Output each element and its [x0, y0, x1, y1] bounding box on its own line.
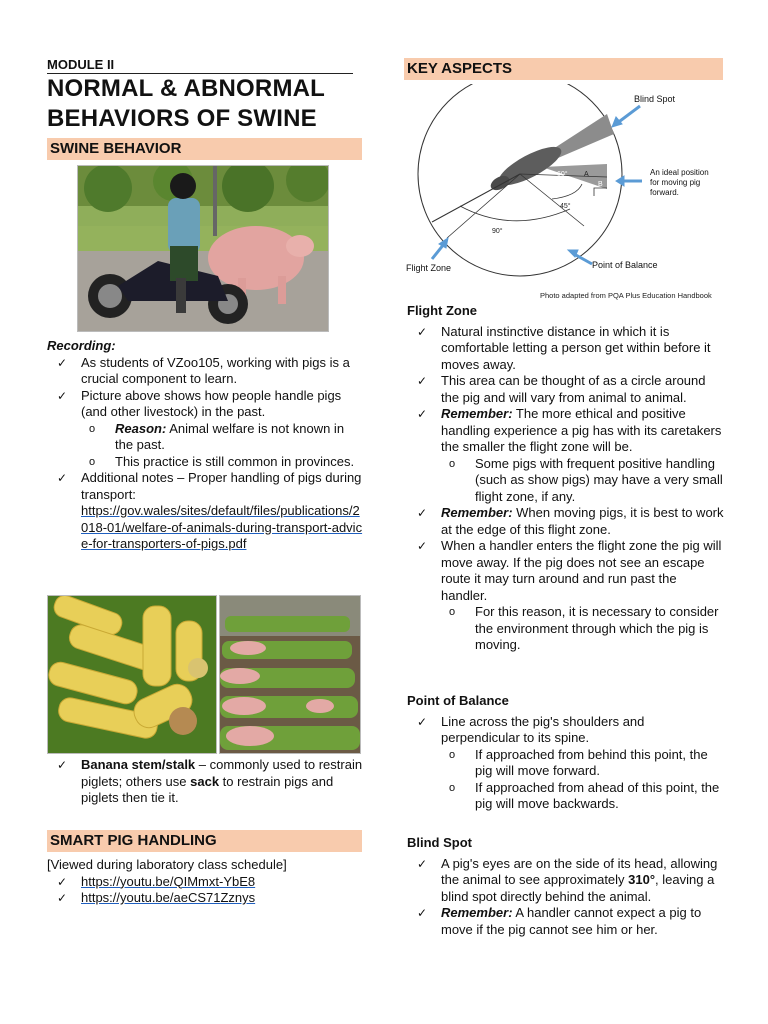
viewed-note: [Viewed during laboratory class schedule]: [47, 857, 287, 872]
sub-list-item: [47, 421, 365, 454]
letter-a-label: A: [584, 171, 589, 178]
remember-text: The more ethical and positive handling experience a pig has with its caretakers the smaller the flight zone will be.: [441, 406, 722, 454]
list-item-text: When a handler enters the flight zone the pig will move away. If the pig does not see an escape route it may turn around and run past the handler.: [441, 538, 722, 603]
sack-label: sack: [190, 773, 220, 789]
ideal-position-label-2: for moving pig: [650, 178, 701, 187]
sub-list: [407, 456, 725, 506]
list-item-text: Additional notes – Proper handling of pigs during transport:: [81, 470, 362, 502]
list-item-text: Picture above shows how people handle pigs (and other livestock) in the past.: [81, 387, 342, 419]
flight-zone-section: [407, 303, 725, 654]
point-of-balance-section: [407, 693, 725, 813]
page-title: [47, 74, 325, 134]
list-item: [407, 856, 725, 906]
reason-text: Animal welfare is not known in the past.: [115, 420, 345, 452]
banana-stem-photo: [47, 595, 217, 754]
list-item: [407, 714, 725, 813]
flight-zone-label: Flight Zone: [406, 263, 452, 273]
module-label: MODULE II: [47, 57, 353, 74]
blind-spot-text-1: A pig's eyes are on the side of its head, allowing the animal to see approximately: [441, 855, 718, 887]
blind-spot-text-2: , leaving a blind spot directly behind the animal.: [441, 872, 715, 904]
motorcycle-pig-photo: [77, 165, 329, 332]
sub-list-item: o Some pigs with frequent positive handling (such as show pigs) may have a very small flight zone, if any.: [407, 456, 725, 506]
title-line-1: NORMAL & ABNORMAL: [47, 75, 326, 102]
list-item: [47, 874, 365, 891]
remember-text: A handler cannot expect a pig to move if the pig cannot see him or her.: [441, 905, 702, 937]
sub-list-item: o This practice is still common in provinces.: [47, 454, 365, 471]
blind-spot-list: [407, 856, 725, 939]
transport-guidance-link[interactable]: https://gov.wales/sites/default/files/publications/2018-01/welfare-of-animals-during-transport-advice-for-transporters-of-pigs.pdf: [81, 503, 363, 551]
banana-text-2: to restrain pigs and piglets then tie it.: [81, 773, 334, 805]
flight-zone-list: [407, 324, 725, 654]
recording-section: [47, 338, 365, 553]
ideal-position-label-1: An ideal position: [650, 168, 709, 177]
swine-behavior-header: SWINE BEHAVIOR: [47, 138, 362, 160]
degrees-value: 310°: [628, 872, 656, 887]
sub-list: [407, 747, 725, 813]
sub-list-item: o For this reason, it is necessary to consider the environment through which the pig is moving.: [407, 604, 725, 654]
blind-spot-section: [407, 835, 725, 938]
list-item: [407, 505, 725, 538]
point-of-balance-label: Point of Balance: [592, 260, 658, 270]
sub-list: [47, 421, 365, 471]
sub-list-item: o If approached from ahead of this point, the pig will move backwards.: [407, 780, 725, 813]
recording-label: Recording:: [47, 338, 116, 353]
list-item: [47, 388, 365, 471]
video-link-2[interactable]: https://youtu.be/aeCS71Zznys: [81, 890, 256, 905]
remember-text: When moving pigs, it is best to work at the edge of this flight zone.: [441, 505, 724, 537]
title-line-2: BEHAVIORS OF SWINE: [47, 105, 317, 132]
list-item: ✓ Natural instinctive distance in which it is comfortable letting a person get within before it moves away.: [407, 324, 725, 374]
remember-label: Remember:: [441, 505, 513, 520]
sub-list: [407, 604, 725, 654]
angle-90-label: 90°: [492, 228, 503, 235]
flight-zone-heading: Flight Zone: [407, 303, 478, 318]
list-item: [47, 757, 365, 807]
remember-label: Remember:: [441, 905, 513, 920]
letter-b-label: B: [598, 181, 603, 188]
point-of-balance-heading: Point of Balance: [407, 693, 509, 708]
recording-list: [47, 355, 365, 553]
point-of-balance-list: [407, 714, 725, 813]
photo-credit: Photo adapted from PQA Plus Education Handbook: [540, 291, 712, 300]
banana-text-1: – commonly used to restrain piglets; others use: [81, 757, 363, 789]
list-item: [47, 470, 365, 553]
video-link-1[interactable]: https://youtu.be/QIMmxt-YbE8: [81, 873, 256, 889]
banana-label: Banana stem/stalk: [81, 757, 196, 772]
angle-45-label: 45°: [560, 203, 571, 210]
remember-label: Remember:: [441, 406, 513, 421]
video-list: [47, 874, 365, 907]
ideal-position-label-3: forward.: [650, 188, 679, 197]
reason-label: Reason:: [115, 420, 167, 436]
video-section: [47, 857, 365, 907]
list-item: ✓ This area can be thought of as a circle around the pig and will vary from animal to animal.: [407, 373, 725, 406]
list-item: [407, 406, 725, 505]
sub-list-item: o If approached from behind this point, the pig will move forward.: [407, 747, 725, 780]
list-item-text: Line across the pig's shoulders and perpendicular to its spine.: [441, 713, 645, 745]
blind-spot-heading: Blind Spot: [407, 835, 472, 850]
angle-60-label: 60°: [557, 171, 568, 178]
list-item: [407, 905, 725, 938]
banana-note: [47, 757, 365, 807]
banana-list: [47, 757, 365, 807]
smart-pig-handling-header: SMART PIG HANDLING: [47, 830, 362, 852]
blind-spot-label: Blind Spot: [634, 94, 676, 104]
flight-zone-diagram: [402, 84, 724, 304]
list-item: [407, 538, 725, 654]
list-item: [47, 890, 365, 907]
list-item: ✓ As students of VZoo105, working with pigs is a crucial component to learn.: [47, 355, 365, 388]
restrained-pigs-photo: [219, 595, 361, 754]
key-aspects-header: KEY ASPECTS: [404, 58, 723, 80]
